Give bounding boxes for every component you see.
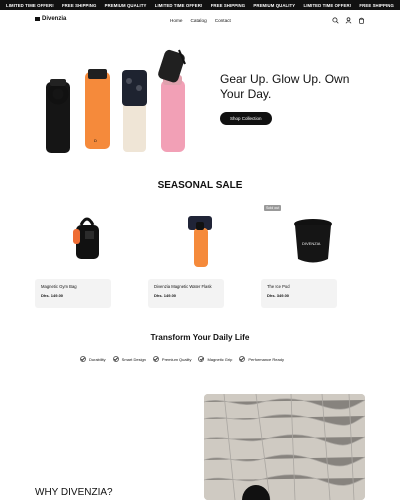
main-navigation: [170, 18, 231, 23]
user-icon[interactable]: [345, 17, 352, 24]
feature-label: Premium Quality: [161, 356, 192, 362]
brand-name: Divenzia: [42, 16, 67, 22]
nav-catalog-link[interactable]: Catalog: [190, 18, 207, 23]
announcement-text: LIMITED TIME OFFER!: [6, 2, 54, 8]
feature-label: Durability: [89, 356, 106, 362]
check-icon: [153, 356, 159, 362]
feature-label: Performance Ready: [248, 356, 284, 362]
check-icon: [113, 356, 119, 362]
svg-text:D: D: [94, 138, 97, 143]
product-price: Dhs. 149.00: [154, 293, 177, 298]
announcement-text: LIMITED TIME OFFER!: [303, 2, 352, 8]
product-name[interactable]: Divenzia Magnetic Water Flask: [154, 284, 212, 289]
product-card[interactable]: [148, 205, 252, 308]
site-header: [0, 10, 400, 32]
nav-home-link[interactable]: Home: [170, 18, 183, 23]
announcement-text: LIMITED TIME OFFER!: [154, 2, 203, 8]
why-divenzia-title: WHY DIVENZIA?: [35, 487, 113, 498]
check-icon: [198, 356, 204, 362]
product-price: Dhs. 149.00: [41, 293, 64, 298]
search-icon[interactable]: [332, 17, 339, 24]
hero-copy: [220, 72, 370, 125]
black-bottle-icon: [46, 79, 70, 153]
product-name[interactable]: Magnetic Gym Bag: [41, 284, 77, 289]
announcement-text: FREE SHIPPING: [210, 2, 246, 8]
product-image[interactable]: [35, 205, 139, 275]
feature-item: [113, 356, 146, 362]
announcement-text: FREE SHIPPING: [61, 2, 97, 8]
announcement-bar: [0, 0, 400, 10]
textured-wall-image: [204, 394, 365, 500]
header-actions: [332, 17, 365, 24]
feature-item: [198, 356, 232, 362]
sold-out-badge: Sold out: [266, 206, 280, 210]
cream-bottle-icon: [122, 70, 147, 152]
brand-mark-icon: [35, 16, 40, 22]
feature-label: Smart Design: [121, 356, 146, 362]
feature-item: [239, 356, 284, 362]
product-info: [35, 279, 111, 308]
feature-label: Magnetic Grip: [207, 356, 233, 362]
gym-bag-icon: [65, 210, 109, 270]
feature-list: [80, 356, 325, 362]
product-image[interactable]: [261, 205, 365, 275]
feature-item: [153, 356, 192, 362]
nav-contact-link[interactable]: Contact: [214, 18, 231, 23]
check-icon: [239, 356, 245, 362]
hero-title: Gear Up. Glow Up. Own Your Day.: [220, 72, 350, 101]
product-card-list: [35, 205, 365, 308]
product-card[interactable]: [35, 205, 139, 308]
pink-bottle-icon: [157, 49, 186, 152]
check-icon: [80, 356, 86, 362]
announcement-text: PREMIUM QUALITY: [104, 2, 147, 8]
product-info: [261, 279, 337, 308]
transform-title: Transform Your Daily Life: [150, 333, 250, 342]
shop-collection-button[interactable]: Shop Collection: [220, 112, 272, 125]
product-info: [148, 279, 224, 308]
product-card[interactable]: [261, 205, 365, 308]
ice-pod-icon: [288, 211, 338, 269]
orange-bottle-icon: [85, 69, 110, 149]
hero-bottles-image: [35, 42, 200, 162]
product-name[interactable]: The Ice Pod: [267, 284, 290, 289]
seasonal-sale-title: SEASONAL SALE: [157, 180, 243, 191]
water-flask-icon: [179, 210, 221, 270]
brand-logo[interactable]: [35, 16, 66, 22]
product-price: Dhs. 349.00: [267, 293, 290, 298]
cart-icon[interactable]: [358, 17, 365, 24]
product-image[interactable]: [148, 205, 252, 275]
announcement-text: PREMIUM QUALITY: [253, 2, 296, 8]
feature-item: [80, 356, 106, 362]
announcement-text: FREE SHIPPING: [359, 2, 394, 8]
svg-text:DIVENZIA: DIVENZIA: [302, 241, 321, 246]
